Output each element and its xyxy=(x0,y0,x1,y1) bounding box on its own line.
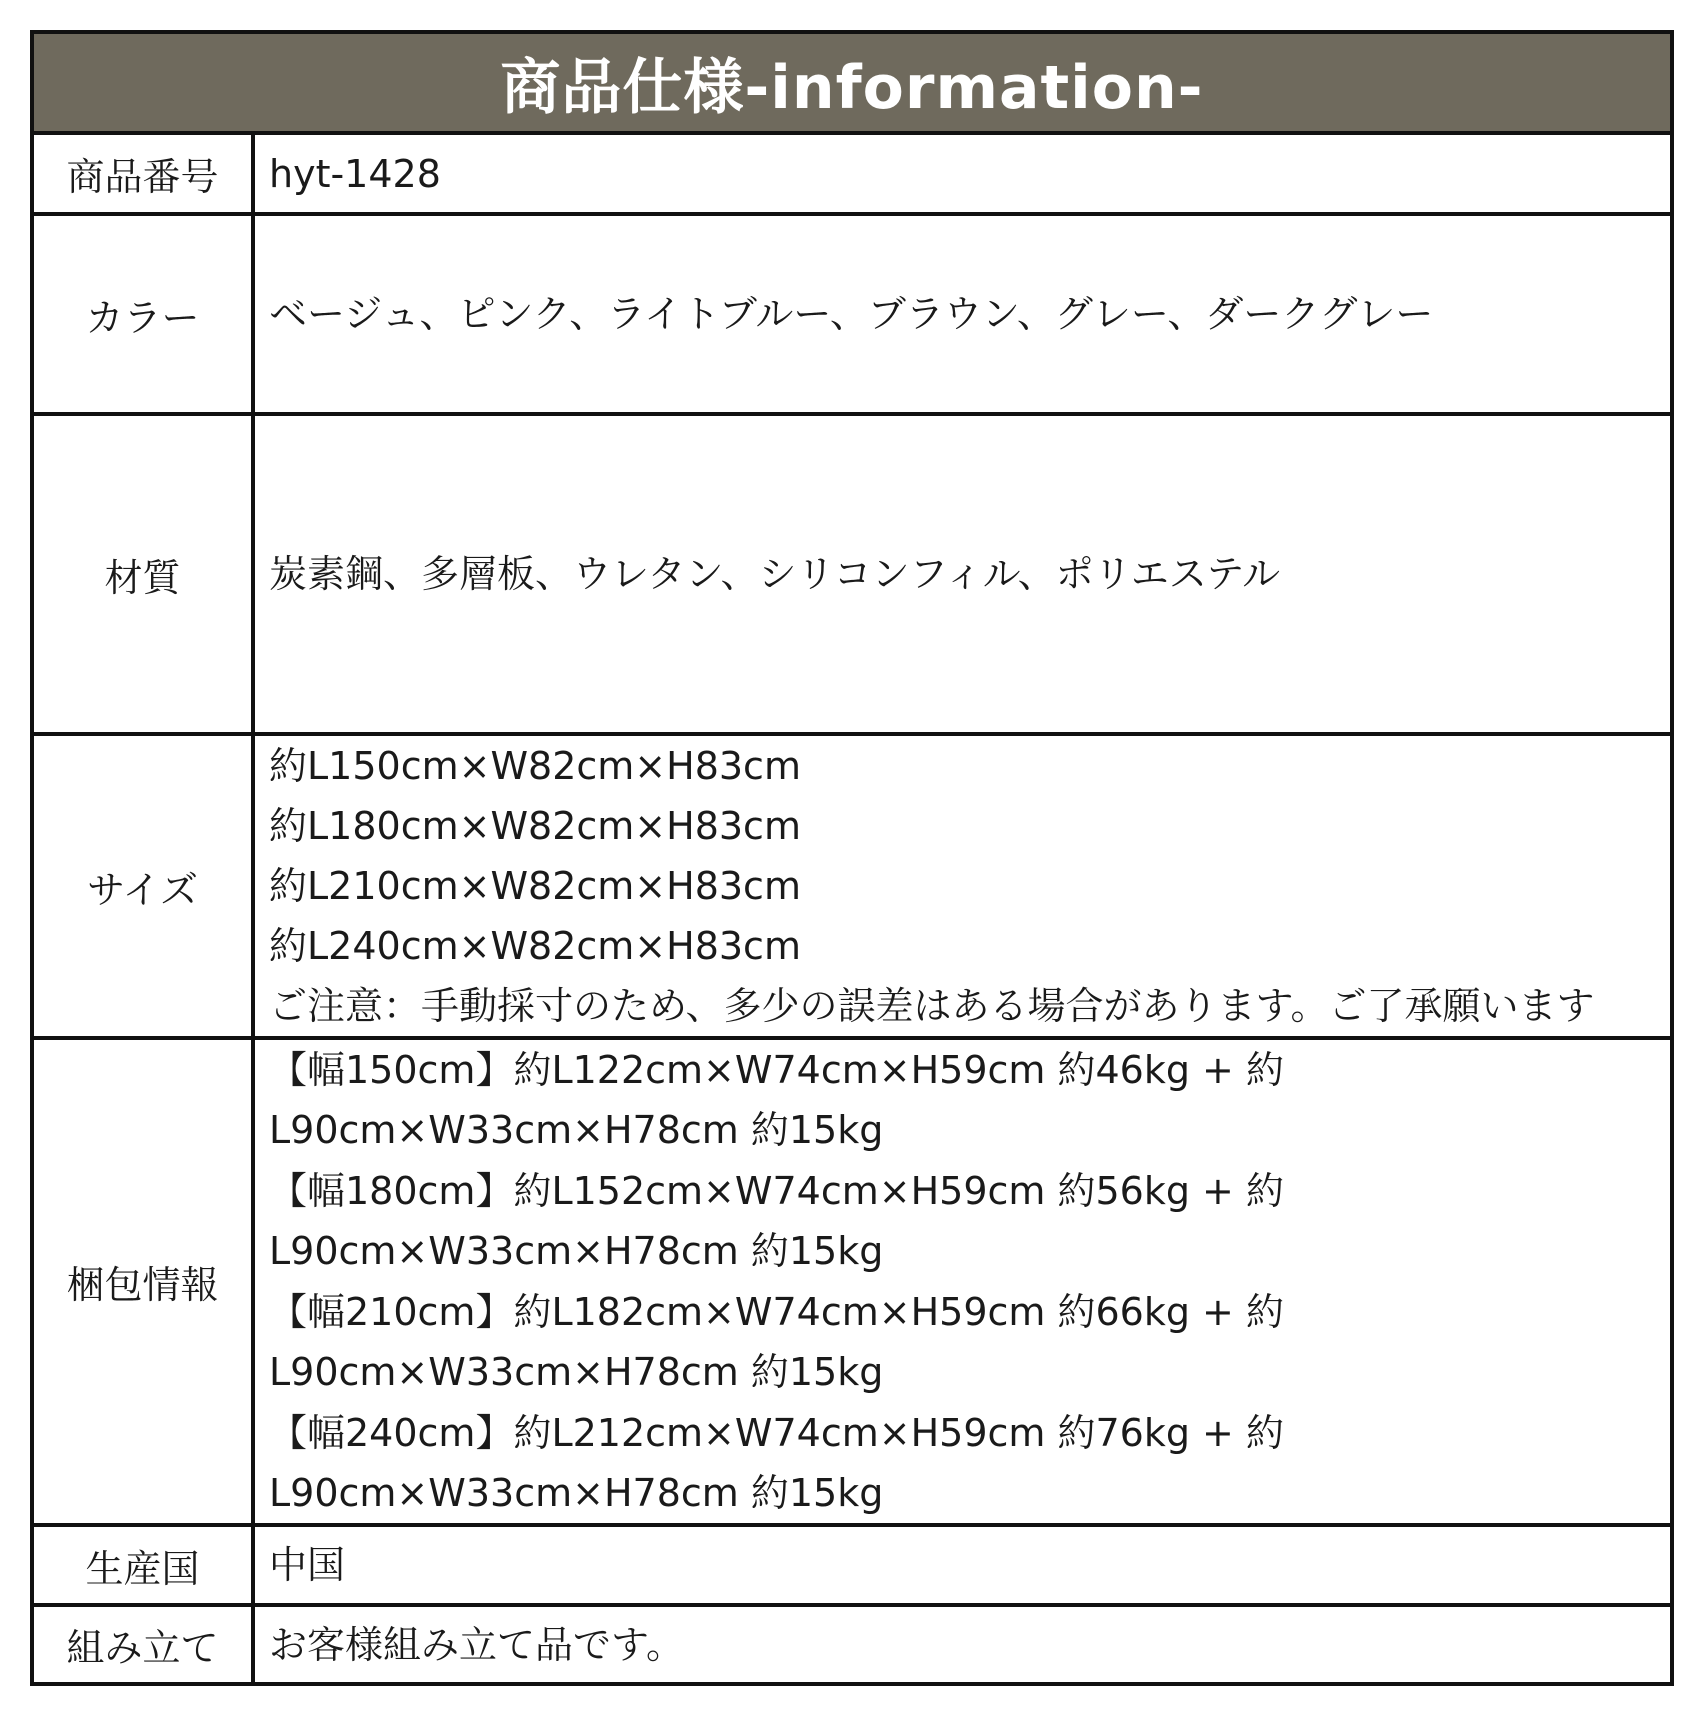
packaging-line: 【幅150cm】約L122cm×W74cm×H59cm 約46kg + 約 xyxy=(269,1047,1284,1092)
spec-table xyxy=(30,30,1674,1686)
row-packaging xyxy=(34,1040,1670,1527)
packaging-label: 梱包情報 xyxy=(34,1040,255,1523)
size-label: サイズ xyxy=(34,736,255,1036)
product-number-text: hyt-1428 xyxy=(269,151,441,196)
size-line: 約L180cm×W82cm×H83cm xyxy=(269,804,801,848)
color-text: ベージュ、ピンク、ライトブルー、ブラウン、グレー、ダークグレー xyxy=(269,292,1434,336)
size-line: 約L210cm×W82cm×H83cm xyxy=(269,864,801,908)
packaging-value xyxy=(259,1040,1670,1523)
row-product-number xyxy=(34,135,1670,216)
packaging-line: L90cm×W33cm×H78cm 約15kg xyxy=(269,1350,884,1394)
size-value xyxy=(259,736,1670,1036)
packaging-line: 【幅210cm】約L182cm×W74cm×H59cm 約66kg + 約 xyxy=(269,1289,1284,1334)
product-number-label: 商品番号 xyxy=(34,135,255,212)
size-line: 約L150cm×W82cm×H83cm xyxy=(269,744,801,788)
origin-text: 中国 xyxy=(269,1543,346,1587)
assembly-text: お客様組み立て品です。 xyxy=(269,1622,684,1667)
origin-label: 生産国 xyxy=(34,1527,255,1603)
size-note: ご注意：手動採寸のため、多少の誤差はある場合があります。ご了承願います xyxy=(269,984,1595,1028)
packaging-line: L90cm×W33cm×H78cm 約15kg xyxy=(269,1108,884,1152)
product-number-value xyxy=(259,135,1670,212)
row-material xyxy=(34,416,1670,736)
material-label: 材質 xyxy=(34,416,255,732)
material-value xyxy=(259,416,1670,732)
packaging-line: 【幅180cm】約L152cm×W74cm×H59cm 約56kg + 約 xyxy=(269,1168,1284,1213)
row-origin xyxy=(34,1527,1670,1607)
assembly-label: 組み立て xyxy=(34,1607,255,1682)
row-color xyxy=(34,216,1670,416)
material-text: 炭素鋼、多層板、ウレタン、シリコンフィル、ポリエステル xyxy=(269,552,1281,596)
packaging-line: L90cm×W33cm×H78cm 約15kg xyxy=(269,1471,884,1515)
packaging-line: L90cm×W33cm×H78cm 約15kg xyxy=(269,1229,884,1273)
color-label: カラー xyxy=(34,216,255,412)
color-value xyxy=(259,216,1670,412)
size-line: 約L240cm×W82cm×H83cm xyxy=(269,924,801,968)
packaging-line: 【幅240cm】約L212cm×W74cm×H59cm 約76kg + 約 xyxy=(269,1410,1284,1455)
origin-value xyxy=(259,1527,1670,1603)
table-title: 商品仕様-information- xyxy=(34,34,1670,135)
row-assembly xyxy=(34,1607,1670,1682)
assembly-value xyxy=(259,1607,1670,1682)
row-size xyxy=(34,736,1670,1040)
